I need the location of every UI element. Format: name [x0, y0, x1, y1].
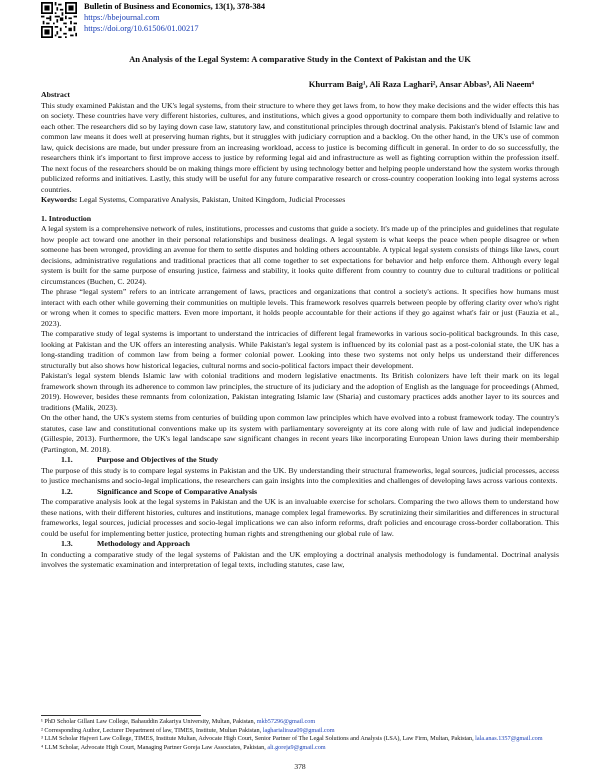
section-1-2-heading [41, 487, 559, 498]
paper-title: An Analysis of the Legal System: A comparative Study in the Context of Pakistan and the UK [129, 54, 471, 64]
intro-paragraph-3: The comparative study of legal systems is important to understand the intricacies of different legal frameworks in various socio-political backgrounds. In this case, looking at Pakistan and the UK offers an interesting analysis. While Pakistan's legal system is influenced by its colonial past as a post-colonial state, the UK has a long-standing tradition of common law from being a former colonial power. Looking into these two systems not only helps us understand their differences structurally but also shows how historical legacies, cultural norms and socio-political factors impact their development. [41, 329, 559, 370]
intro-paragraph-5: On the other hand, the UK's system stems from centuries of building upon common law principles which have evolved into a robust framework today. The country's statutes, case law and constitutional conventions make up its system with parliamentary sovereignty at its core along with rule of law and judicial independence (Gillespie, 2013). Furthermore, the UK's legal landscape saw significant changes in recent years like incorporating European Union laws during their membership (Partington, M. 2018). [41, 413, 559, 454]
intro-heading: 1. Introduction [41, 213, 92, 223]
section-number: 1.1. [61, 455, 73, 464]
qr-code-icon [41, 2, 77, 38]
footnotes [41, 718, 559, 752]
footnote-4-email-link[interactable]: ali.goreja9@gmail.com [267, 743, 326, 751]
intro-paragraph-2: The phrase “legal system” refers to an intricate arrangement of laws, practices and organizations that control a society's actions. It specifies how humans must interact with each other while governing their communities on multiple levels. This framework resolves quarrels between people by offering clarity over who's right or wrong when it comes to specific matters. Even more important, it holds people accountable for their actions if they go against what's fair or just (Fauzia et al., 2023). [41, 287, 559, 328]
section-1-1-text: The purpose of this study is to compare legal systems in Pakistan and the UK. By understanding their structural frameworks, legal sources, judicial processes, access to justice mechanisms and socio-legal implications, the researchers can gain insights into the complexities and challenges of developing laws across various contexts. [41, 465, 559, 485]
section-title: Methodology and Approach [97, 539, 191, 548]
section-number: 1.3. [61, 539, 73, 548]
section-1-3-text: In conducting a comparative study of the legal systems of Pakistan and the UK employing a doctrinal analysis methodology is fundamental. Doctrinal analysis involves the systematic examination and interpretation of legal texts, including statutes, case law, [41, 549, 559, 569]
journal-header [84, 1, 265, 35]
author-list: Khurram Baig¹, Ali Raza Laghari², Ansar Abbas³, Ali Naeem⁴ [308, 79, 534, 89]
intro-paragraph-4: Pakistan's legal system blends Islamic law with colonial traditions and modern legislative enactments. Its British colonizers have left their mark on its legal framework shown through its adherence to common law principles, the structure of its judiciary and the adoption of English as the language for proceedings (Ahmed, 2019). However, besides these remnants from colonization, Pakistan integrating Islamic law (Sharia) and customary practices adds another layer to its sources and traditions (Malik, 2023). [41, 371, 559, 412]
footnote-1: ¹ PhD Scholar Gillani Law College, Bahauddin Zakariya University, Multan, Pakistan, mkb57296@gmail.com [41, 718, 316, 725]
paper-body [41, 90, 559, 571]
journal-url-link[interactable]: https://bbejournal.com [84, 13, 160, 23]
journal-citation: Bulletin of Business and Economics, 13(1), 378-384 [84, 2, 266, 11]
doi-link[interactable]: https://doi.org/10.61506/01.00217 [84, 24, 199, 34]
section-title: Significance and Scope of Comparative Analysis [97, 486, 258, 496]
keywords-label: Keywords: [41, 195, 78, 204]
section-title: Purpose and Objectives of the Study [97, 455, 219, 464]
intro-paragraph-1: A legal system is a comprehensive network of rules, institutions, processes and customs that guide a society. It's made up of the principles and guidelines that regulate how people act toward one another in their personal relationships and business dealings. A legal system is what keeps the peace when people disagree or when someone has been wronged, providing an avenue for them to settle disputes and holding others accountable. A typical legal system consists of things like laws, court decisions, administrative regulations and traditional practices that all come together to set expectations for behavior and help enforce them. Although every legal system is built for the same purpose of ensuring justice, fairness and stability, it looks quite different from country to country due to cultural traditions or political circumstances (Buchen, C. 2024). [41, 224, 559, 286]
page-number: 378 [294, 762, 306, 771]
footnote-3-email-link[interactable]: lala.anas.1357@gmail.com [475, 735, 543, 743]
abstract-text: This study examined Pakistan and the UK's legal systems, from their structure to where they get laws from, to how they make decisions and the wider effects this has on society. These countries have very different histories, cultures, and institutions, which gives a good opportunity to compare them both individually and relative to each other. The researchers did so by laying down case law, statutory law, and constitutional principles through doctrinal analysis. Pakistan's blend of Islamic law and common law means it does well at preserving human rights, but it struggles with judiciary corruption and a backlog. On the other hand, in the UK's use of common law, quick decisions are made, but under pressure from an increasing workload, access to justice is becoming difficult in general. In order to do so successfully, the researchers think it's important to first improve access to justice by reforming legal aid and infrastructure as well as fighting corruption within the profession itself. The next focus of the researchers should be on making things more efficient by using technology better and helping people understand how the system works through publicized reforms and initiatives. Lastly, this study will be useful for any future comparative research or cross-country cooperation looking into legal systems across countries. [41, 100, 559, 194]
section-1-2-text: The comparative analysis look at the legal systems in Pakistan and the UK is an invaluable exercise for scholars. Comparing the two allows them to understand how these nations, with their different histories, cultures and institutions, manage complex legal frameworks. By scrutinizing their similarities and differences in structural frameworks, legal sources, judicial processes and socio-legal implications we can also inform reforms, draft policies and encourage cross-border collaboration. This could be useful for implementing better justice, protecting human rights and strengthening our global rule of law. [41, 497, 559, 538]
keywords-text: Legal Systems, Comparative Analysis, Pakistan, United Kingdom, Judicial Processes [79, 195, 346, 204]
keywords-line [41, 195, 559, 206]
abstract-heading: Abstract [41, 90, 71, 99]
section-number: 1.2. [61, 486, 73, 496]
footnote-2-email-link[interactable]: lagharialiraza09@gmail.com [262, 726, 335, 734]
footnote-4: ⁴ LLM Scholar, Advocate High Court, Managing Partner Goreja Law Associates, Pakistan, ali.goreja9@gmail.com [41, 743, 326, 751]
section-1-3-heading [41, 539, 559, 550]
footnote-1-email-link[interactable]: mkb57296@gmail.com [256, 718, 316, 725]
footnote-divider [41, 715, 201, 716]
footnote-2: ² Corresponding Author, Lecturer Department of law, TIMES, Institute, Multan Pakistan, lagharialiraza09@gmail.com [41, 726, 335, 734]
footnote-3: ³ LLM Scholar Hajveri Law College, TIMES, Institute Multan, Advocate High Court, Senior Partner of The Legal Solutions and Analysis (LSA), Law Firm, Multan, Pakistan, lala.anas.1357@gmail.com [41, 735, 543, 743]
section-1-1-heading [41, 455, 559, 466]
